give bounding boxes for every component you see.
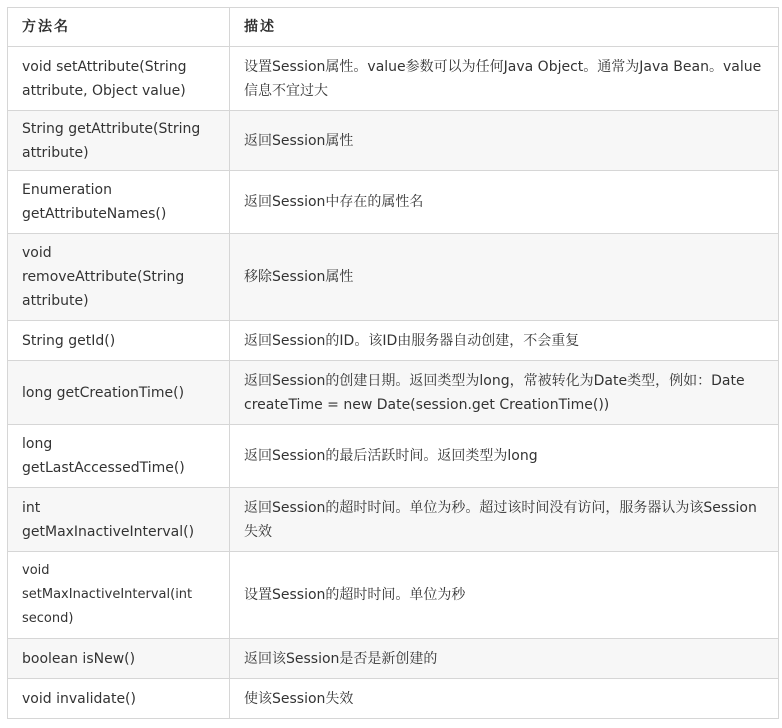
table-row <box>8 679 779 719</box>
description-cell: 设置Session属性。value参数可以为任何Java Object。通常为Java Bean。value信息不宜过大 <box>230 47 779 111</box>
table-row <box>8 361 779 425</box>
table-row <box>8 47 779 111</box>
description-cell: 移除Session属性 <box>230 234 779 321</box>
table-row <box>8 552 779 639</box>
table-row <box>8 321 779 361</box>
description-cell: 返回Session的创建日期。返回类型为long，常被转化为Date类型，例如：Date createTime = new Date(session.get CreationTime()) <box>230 361 779 425</box>
table-row <box>8 234 779 321</box>
header-row <box>8 8 779 47</box>
method-cell: void setAttribute(String attribute, Object value) <box>8 47 230 111</box>
description-cell: 返回该Session是否是新创建的 <box>230 639 779 679</box>
table-row <box>8 488 779 552</box>
description-cell: 使该Session失效 <box>230 679 779 719</box>
session-methods-table-container <box>7 7 778 719</box>
table-header <box>8 8 779 47</box>
table-row <box>8 111 779 171</box>
method-cell: int getMaxInactiveInterval() <box>8 488 230 552</box>
method-cell: void invalidate() <box>8 679 230 719</box>
table-row <box>8 425 779 488</box>
method-cell: long getLastAccessedTime() <box>8 425 230 488</box>
table-row <box>8 639 779 679</box>
method-cell: String getAttribute(String attribute) <box>8 111 230 171</box>
description-cell: 返回Session的超时时间。单位为秒。超过该时间没有访问，服务器认为该Session失效 <box>230 488 779 552</box>
description-cell: 设置Session的超时时间。单位为秒 <box>230 552 779 639</box>
table-row <box>8 171 779 234</box>
description-cell: 返回Session中存在的属性名 <box>230 171 779 234</box>
header-description: 描述 <box>230 8 779 47</box>
description-cell: 返回Session的ID。该ID由服务器自动创建，不会重复 <box>230 321 779 361</box>
header-method-name: 方法名 <box>8 8 230 47</box>
description-cell: 返回Session的最后活跃时间。返回类型为long <box>230 425 779 488</box>
method-cell: long getCreationTime() <box>8 361 230 425</box>
session-methods-table <box>7 7 779 719</box>
method-cell: String getId() <box>8 321 230 361</box>
method-cell: void removeAttribute(String attribute) <box>8 234 230 321</box>
method-cell: boolean isNew() <box>8 639 230 679</box>
method-cell: void setMaxInactiveInterval(int second) <box>8 552 230 639</box>
description-cell: 返回Session属性 <box>230 111 779 171</box>
method-cell: Enumeration getAttributeNames() <box>8 171 230 234</box>
table-body <box>8 47 779 719</box>
